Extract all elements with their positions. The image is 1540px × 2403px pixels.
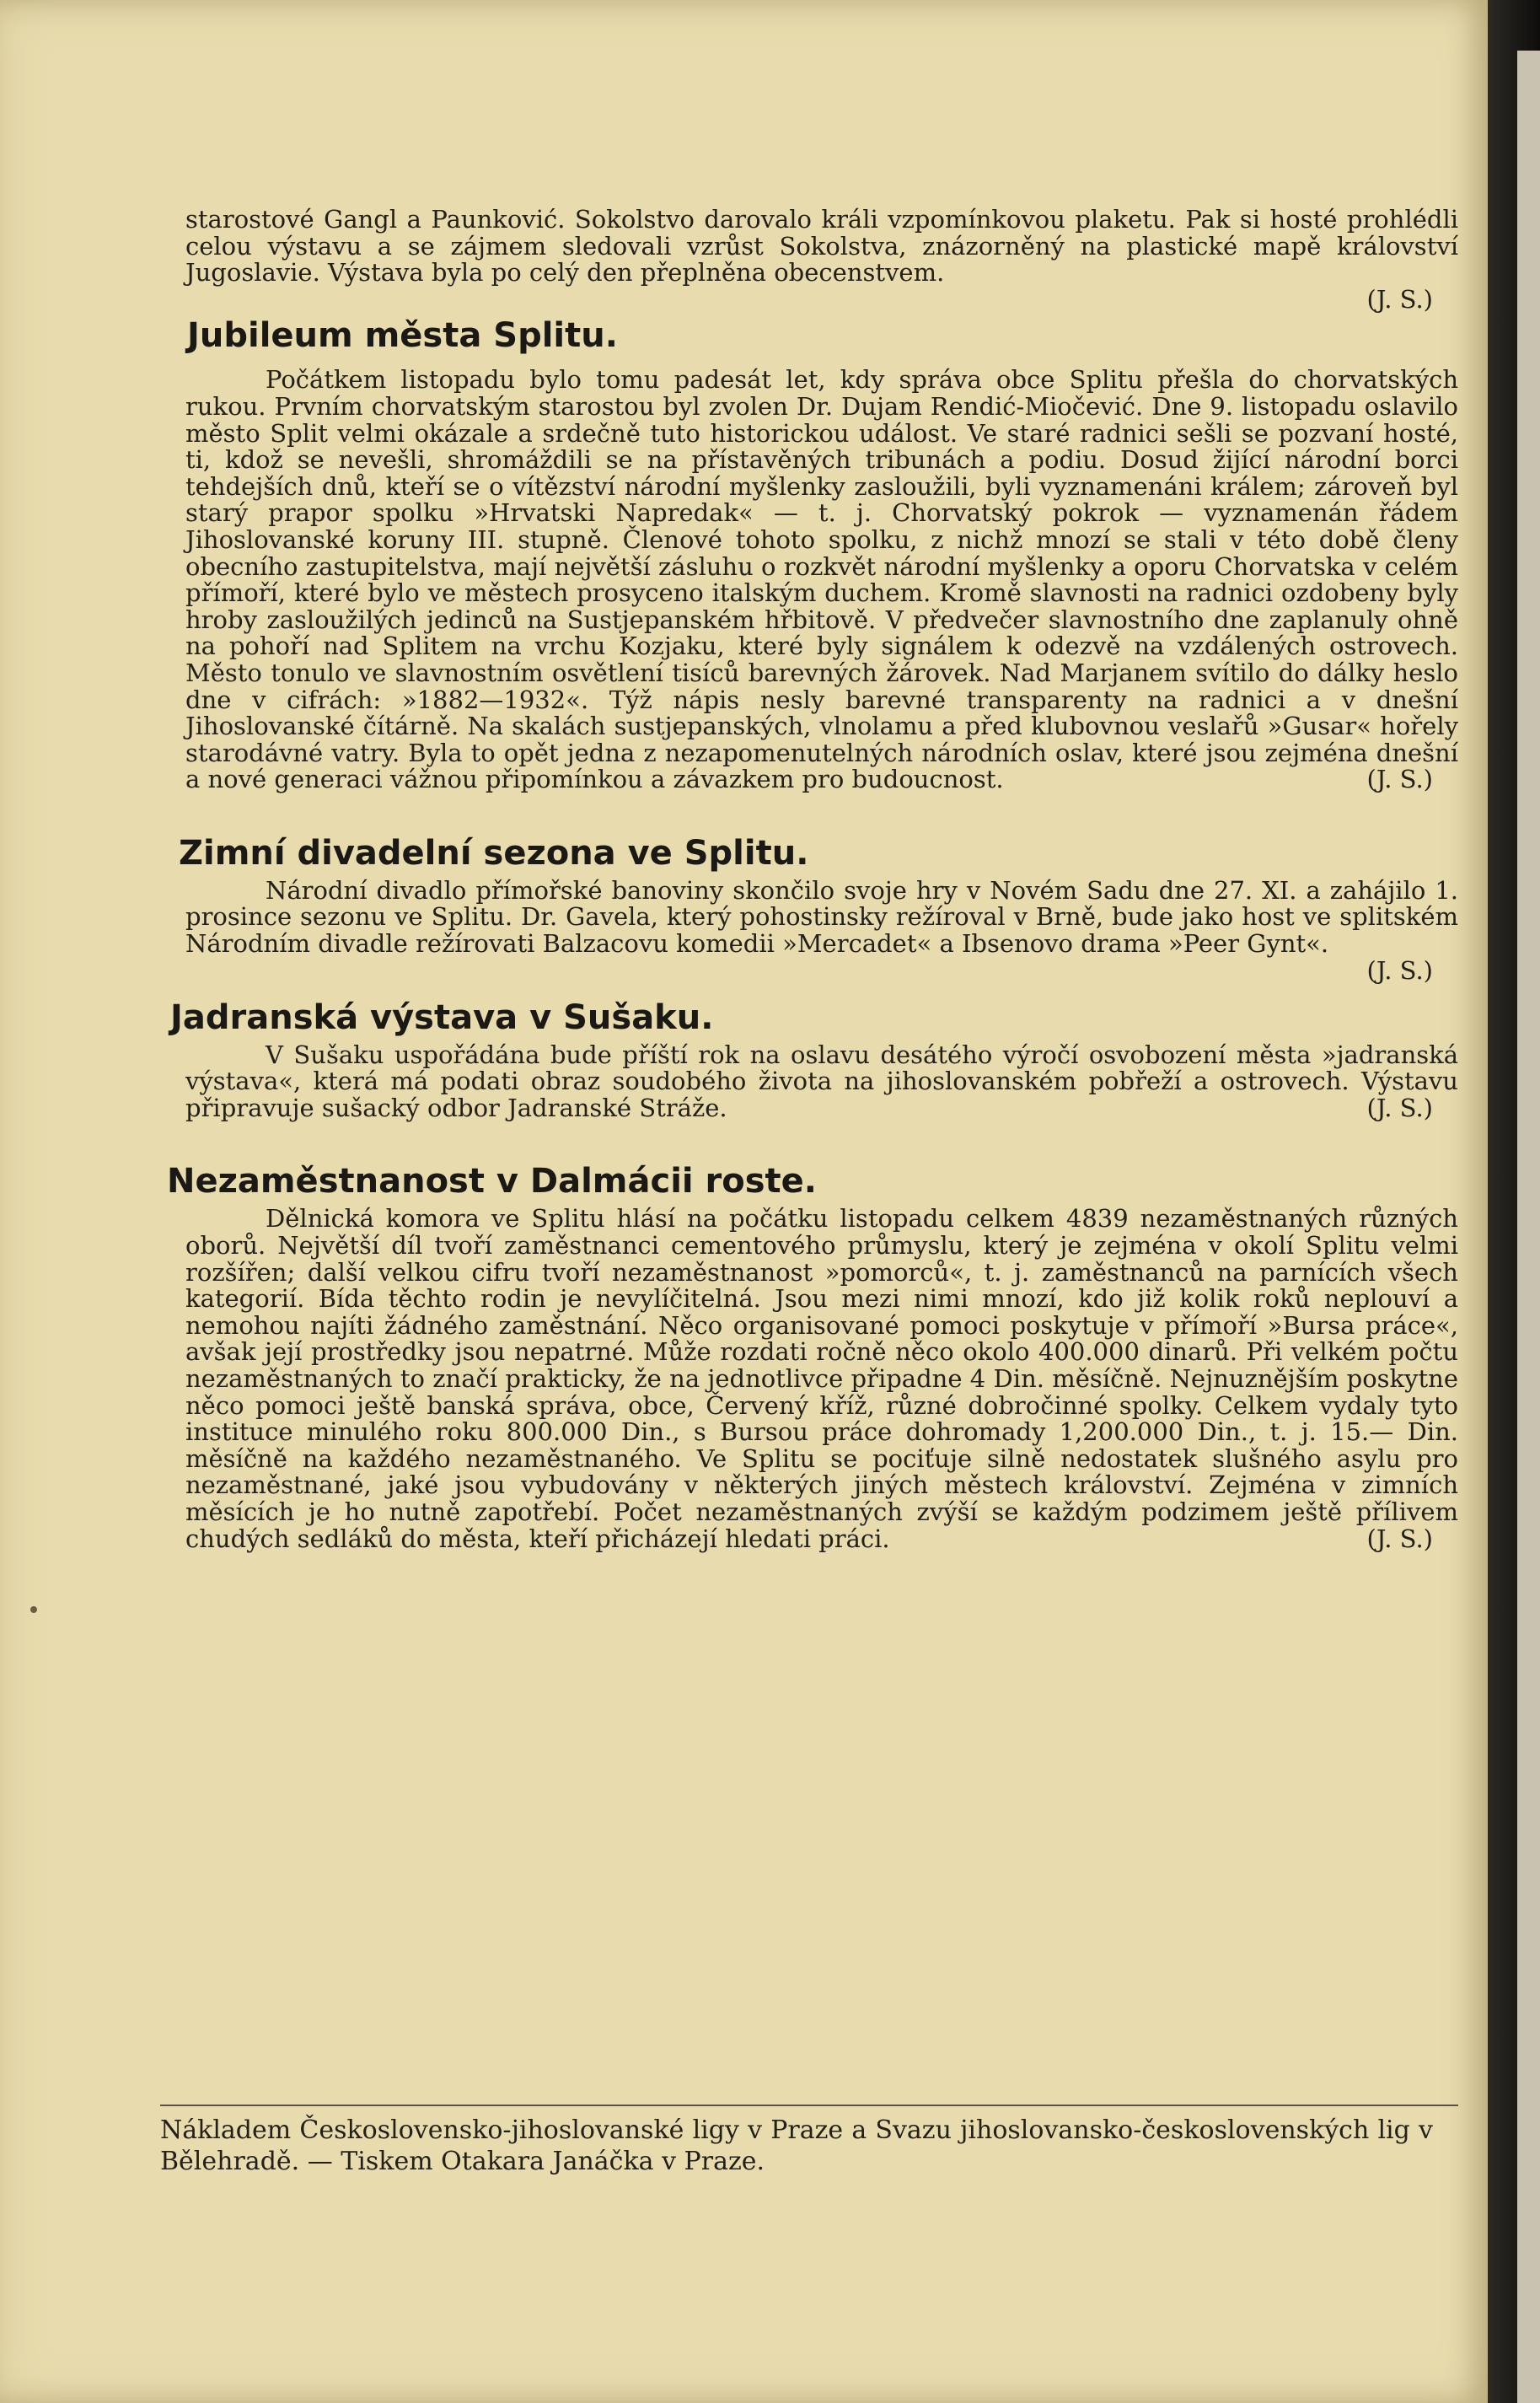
article-body	[185, 1206, 1458, 1552]
article-text: Dělnická komora ve Splitu hlásí na počátku listopadu celkem 4839 nezaměstnaných různých oborů. Největší díl tvoří zaměstnanci cementového průmyslu, který je zejména v okolí Splitu velmi rozšířen; další velkou cifru tvoří nezaměstnanost »pomorců«, t. j. zaměstnanců na parnících všech kategorií. Bída těchto rodin je nevylíčitelná. Jsou mezi nimi mnozí, kdo již kolik roků neplouví a nemohou najíti žádného zaměstnání. Něco organisované pomoci poskytuje v přímoří »Bursa práce«, avšak její prostředky jsou nepatrné. Může rozdati ročně něco okolo 400.000 dinarů. Při velkém počtu nezaměstnaných to značí prakticky, že na jednotlivce připadne 4 Din. měsíčně. Nejnuznějším poskytne něco pomoci ještě banská správa, obce, Červený kříž, různé dobročinné spolky. Celkem vydaly tyto instituce minulého roku 800.000 Din., s Bursou práce dohromady 1,200.000 Din., t. j. 15.— Din. měsíčně na každého nezaměstnaného. Ve Splitu se pociťuje silně nedostatek slušného asylu pro nezaměstnané, jaké jsou vybudovány v některých jiných městech království. Zejména v zimních měsících je ho nutně zapotřebí. Počet nezaměstnaných zvýší se každým podzimem ještě přílivem chudých sedláků do města, kteří přicházejí hledati práci.	[185, 1204, 1458, 1553]
article-text: V Sušaku uspořádána bude příští rok na oslavu desátého výročí osvobození města »jadranská výstava«, která má podati obraz soudobého života na jihoslovanském pobřeží a ostrovech. Výstavu připravuje sušacký odbor Jadranské Stráže.	[185, 1040, 1458, 1122]
footer-divider	[160, 2105, 1458, 2106]
article-body	[185, 1042, 1458, 1122]
intro-section	[185, 207, 1458, 313]
article-text: Národní divadlo přímořské banoviny skončilo svoje hry v Novém Sadu dne 27. XI. a zahájilo 1. prosince sezonu ve Splitu. Dr. Gavela, který pohostinsky režíroval v Brně, bude jako host ve splitském Národním divadle režírovati Balzacovu komedii »Mercadet« a Ibsenovo drama »Peer Gynt«.	[185, 875, 1458, 959]
scan-edge-strip	[1517, 51, 1540, 2403]
article-signature: (J. S.)	[1366, 955, 1433, 985]
article-signature: (J. S.)	[1366, 1093, 1433, 1122]
article-divadelni-sezona	[179, 832, 1458, 985]
intro-paragraph: starostové Gangl a Paunković. Sokolstvo darovalo králi vzpomínkovou plaketu. Pak si hosté prohlédli celou výstavu a se zájmem sledovali vzrůst Sokolstva, znázorněný na plastické mapě království Jugoslavie. Výstava byla po celý den přeplněna obecenstvem.	[185, 205, 1458, 288]
article-text: Počátkem listopadu bylo tomu padesát let, kdy správa obce Splitu přešla do chorvatských rukou. Prvním chorvatským starostou byl zvolen Dr. Dujam Rendić-Miočević. Dne 9. listopadu oslavilo město Split velmi okázale a srdečně tuto historickou událost. Ve staré radnici sešli se pozvaní hosté, ti, kdož se nevešli, shromáždili se na přístavěných tribunách a podiu. Dosud žijící národní borci tehdejších dnů, kteří se o vítězství národní myšlenky zasloužili, byli vyznamenáni králem; zároveň byl starý prapor spolku »Hrvatski Napredak« — t. j. Chorvatský pokrok — vyznamenán řádem Jihoslovanské koruny III. stupně. Členové tohoto spolku, z nichž mnozí se stali v této době členy obecního zastupitelstva, mají největší zásluhu o rozkvět národní myšlenky a oporu Chorvatska v celém přímoří, které bylo ve městech prosyceno italským duchem. Kromě slavnosti na radnici ozdobeny byly hroby zasloužilých jedinců na Sustjepanském hřbitově. V předvečer slavnostního dne zaplanuly ohně na pohoří nad Splitem na vrchu Kozjaku, které byly signálem k odezvě na vzdálených ostrovech. Město tonulo ve slavnostním osvětlení tisíců barevných žárovek. Nad Marjanem svítilo do dálky heslo dne v cifrách: »1882—1932«. Týž nápis nesly barevné transparenty na radnici a v dnešní Jihoslovanské čítárně. Na skalách sustjepanských, vlnolamu a před klubovnou veslařů »Gusar« hořely starodávné vatry. Byla to opět jedna z nezapomenutelných národních oslav, které jsou zejména dnešní a nové generaci vážnou připomínkou a závazkem pro budoucnost.	[185, 365, 1458, 794]
page-content	[167, 205, 1458, 1553]
intro-signature: (J. S.)	[1366, 284, 1433, 314]
article-title: Jubileum města Splitu.	[187, 316, 618, 356]
article-signature: (J. S.)	[1366, 1524, 1433, 1553]
article-nezamestnanost	[167, 1160, 1458, 1553]
imprint-footer: Nákladem Československo-jihoslovanské ligy v Praze a Svazu jihoslovansko-československých lig v Bělehradě. — Tiskem Otakara Janáčka v Praze.	[160, 2115, 1433, 2176]
article-title: Zimní divadelní sezona ve Splitu.	[179, 833, 809, 873]
article-jubileum	[185, 314, 1458, 793]
article-title: Jadranská výstava v Sušaku.	[170, 997, 714, 1037]
article-body	[185, 875, 1458, 985]
ink-spot	[30, 1606, 37, 1613]
article-signature: (J. S.)	[1366, 765, 1433, 794]
article-body	[185, 367, 1458, 793]
article-title: Nezaměstnanost v Dalmácii roste.	[167, 1162, 817, 1202]
article-jadranska-vystava	[170, 997, 1458, 1122]
